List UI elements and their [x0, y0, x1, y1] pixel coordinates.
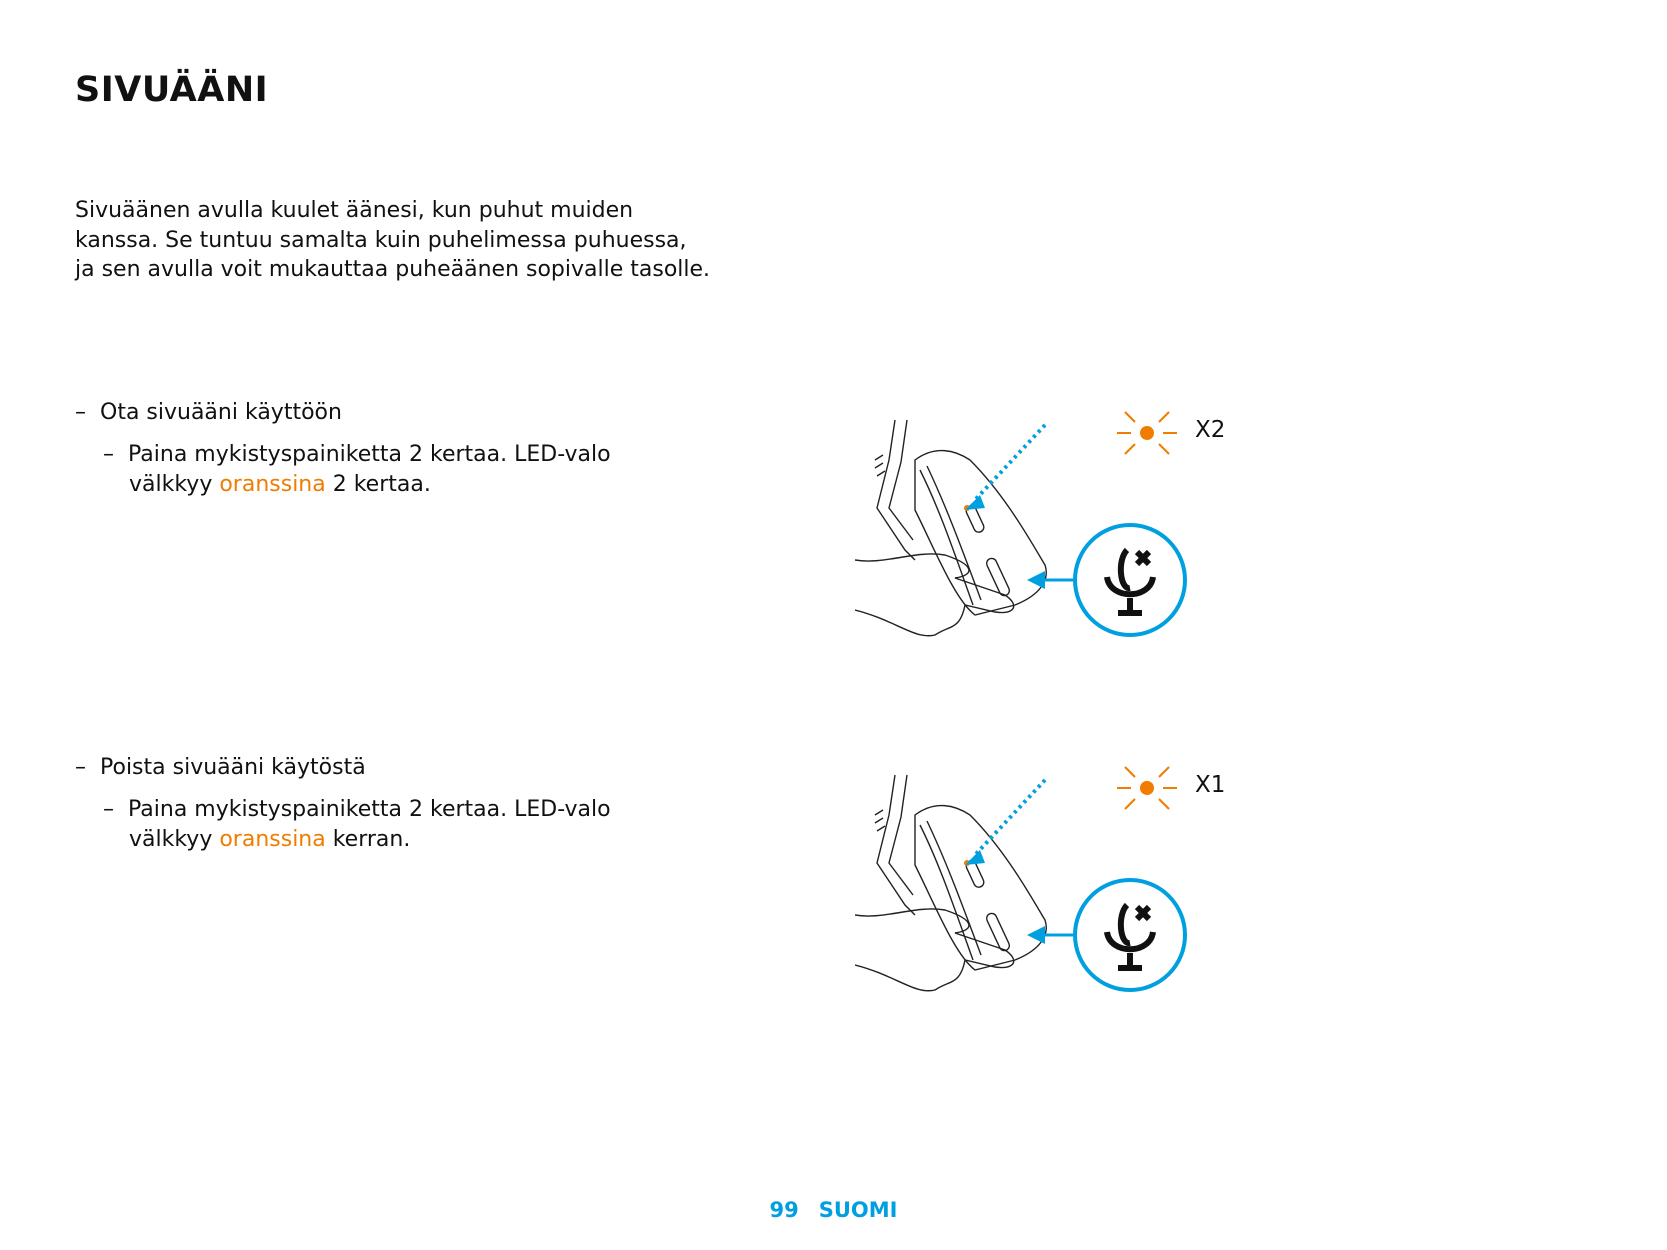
step-text: Paina mykistyspainiketta 2 kertaa. LED-valo [128, 442, 611, 467]
intro-line: Sivuäänen avulla kuulet äänesi, kun puhut muiden [75, 198, 634, 223]
headset-illustration-x2 [855, 400, 1235, 670]
step-text: Paina mykistyspainiketta 2 kertaa. LED-valo [128, 797, 611, 822]
dash: – [103, 442, 114, 467]
headset-illustration-x1 [855, 755, 1235, 1025]
language-label: SUOMI [818, 1198, 898, 1222]
blink-count: X1 [1195, 772, 1226, 798]
section-disable-step [103, 795, 611, 855]
section-enable-step [103, 440, 611, 500]
heading-text: Ota sivuääni käyttöön [100, 400, 342, 425]
section-disable-heading [75, 753, 366, 783]
intro-paragraph [75, 196, 795, 285]
dash: – [103, 797, 114, 822]
step-text: välkkyy [129, 827, 220, 852]
step-text: välkkyy [129, 472, 220, 497]
page-number: 99 [769, 1198, 799, 1222]
headset-mute-button-icon [855, 400, 1235, 670]
orange-word: oranssina [219, 472, 326, 497]
page-title: SIVUÄÄNI [75, 70, 269, 110]
step-text: 2 kertaa. [325, 472, 431, 497]
intro-line: ja sen avulla voit mukauttaa puheäänen sopivalle tasolle. [75, 257, 711, 282]
dash: – [75, 755, 86, 780]
heading-text: Poista sivuääni käytöstä [100, 755, 366, 780]
section-enable-heading [75, 398, 342, 428]
headset-mute-button-icon [855, 755, 1235, 1025]
orange-word: oranssina [219, 827, 326, 852]
intro-line: kanssa. Se tuntuu samalta kuin puhelimessa puhuessa, [75, 227, 687, 253]
page-footer [0, 1198, 1667, 1222]
dash: – [75, 400, 86, 425]
blink-count: X2 [1195, 417, 1226, 443]
step-text: kerran. [325, 827, 411, 852]
